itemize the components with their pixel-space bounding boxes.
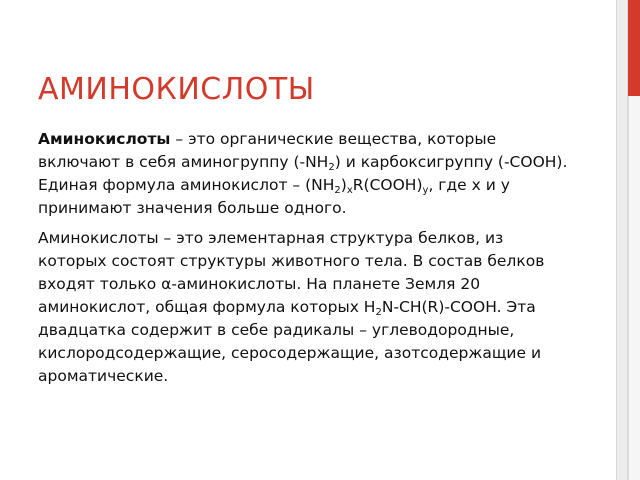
text-segment: R(COOH) bbox=[352, 176, 423, 194]
subscript: 2 bbox=[328, 162, 335, 173]
subscript: 2 bbox=[334, 185, 341, 196]
text-segment: ) bbox=[340, 176, 347, 194]
subscript: x bbox=[346, 185, 353, 196]
text-segment: ) и карбоксигруппу (-COOH). Единая формула аминокислот – (NH bbox=[38, 153, 568, 194]
slide-title: АМИНОКИСЛОТЫ bbox=[38, 72, 315, 107]
paragraph-definition bbox=[38, 128, 568, 220]
text-segment: – это органические вещества, которые включают в себя аминогруппу (-NH bbox=[38, 130, 497, 171]
slide-body bbox=[38, 128, 568, 395]
side-decoration-bar bbox=[616, 0, 628, 480]
side-accent-bar bbox=[628, 0, 640, 96]
bold-term: Аминокислоты bbox=[38, 130, 171, 148]
text-segment: N-CH(R)-COOH. Эта двадцатка содержит в себе радикалы – углеводородные, кислородсодержащие, серосодержащие, азотсодержащие и ароматические. bbox=[38, 298, 542, 385]
subscript: 2 bbox=[375, 307, 382, 318]
paragraph-structure bbox=[38, 227, 568, 388]
text-segment: , где x и y принимают значения больше одного. bbox=[38, 176, 510, 217]
text-segment: Аминокислоты – это элементарная структура белков, из которых состоят структуры животного тела. В состав белков входят только α-аминокислоты. На планете Земля 20 аминокислот, общая формула которых H bbox=[38, 229, 545, 316]
side-decoration-strip bbox=[628, 96, 640, 480]
subscript: y bbox=[422, 185, 429, 196]
